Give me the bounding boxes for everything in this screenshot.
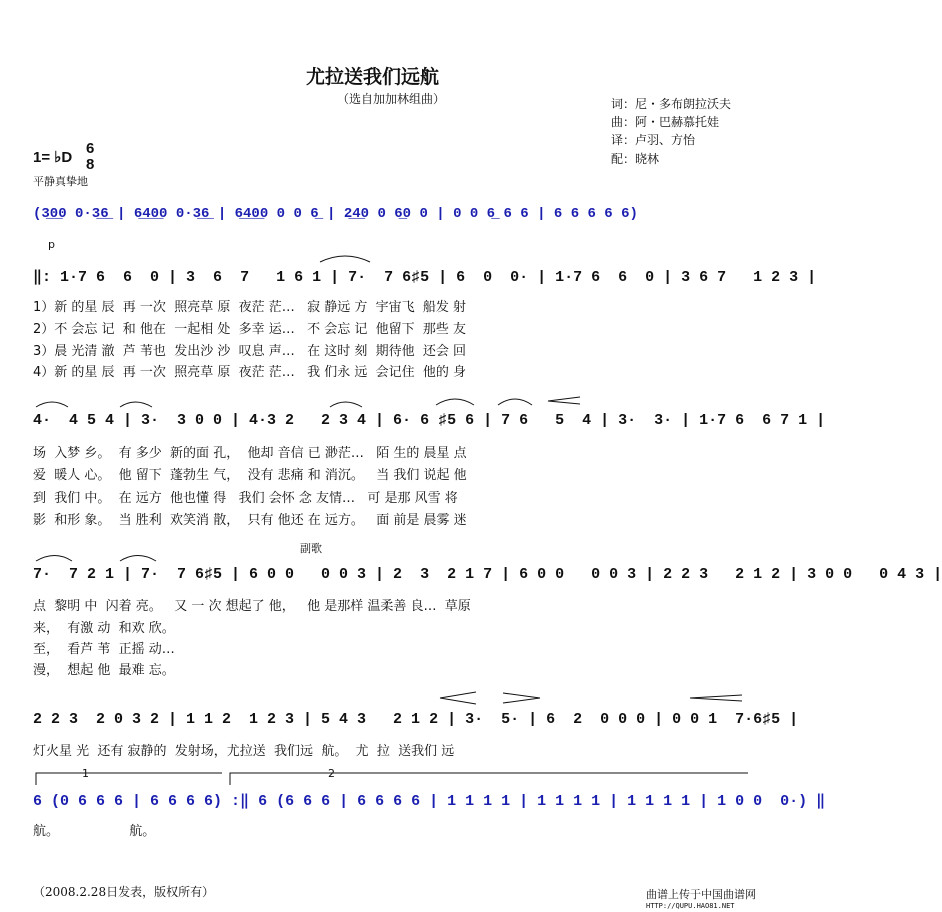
lyric-line-3-verse-1: 场 入梦 乡。 有 多少 新的面 孔， 他却 音信 已 渺茫… 陌 生的 晨星 点: [33, 446, 467, 461]
volta-1-label: 1: [82, 767, 89, 780]
lyric-line-4-verse-2: 来， 有激 动 和欢 欣。: [33, 621, 175, 636]
lyric-line-3-verse-4: 影 和形 象。 当 胜利 欢笑消 散， 只有 他还 在 远方。 面 前是 晨雾 迷: [33, 513, 467, 528]
time-signature-bottom: 8: [86, 156, 95, 173]
page-title: 尤拉送我们远航: [306, 66, 440, 88]
score-line-intro: (3̲0̲0 0·3̲6̲ | 6̲4̲0̲0 0·3̲6̲ | 6̲4̲0̲0 0 0 6̲ | 2̲4̲0 0 6̲0 0 | 0 0 6̲ 6 6 | 6 6 6 6 6): [33, 206, 638, 222]
score-line-3: 4· 4 5 4 | 3· 3 0 0 | 4·3 2 2 3 4 | 6· 6 ♯5 6 | 7 6 5 4 | 3· 3· | 1·7 6 6 7 1 |: [33, 412, 826, 429]
dynamic-marking: p: [48, 238, 55, 251]
watermark-url: HTTP://QUPU.HAO81.NET: [646, 902, 735, 910]
watermark-text: 曲谱上传于中国曲谱网: [646, 888, 756, 901]
lyric-line-3-verse-3: 到 我们 中。 在 远方 他也懂 得 我们 会怀 念 友情… 可 是那 风雪 将: [33, 491, 458, 506]
score-line-2: ‖: 1·7 6 6 0 | 3 6 7 1 6 1 | 7· 7 6♯5 | 6 0 0· | 1·7 6 6 0 | 3 6 7 1 2 3 |: [33, 269, 817, 286]
lyric-line-2-verse-3: 3）晨 光清 澈 芦 苇也 发出沙 沙 叹息 声… 在 这时 刻 期待他 还会 回: [33, 344, 467, 359]
volta-2-label: 2: [328, 767, 335, 780]
section-label-chorus: 副歌: [300, 542, 322, 555]
lyric-line-4-verse-3: 至， 看芦 苇 正摇 动…: [33, 642, 175, 657]
lyric-line-2-verse-4: 4）新 的星 辰 再 一次 照亮草 原 夜茫 茫… 我 们永 远 会记住 他的 身: [33, 365, 467, 380]
lyric-line-4-verse-1: 点 黎明 中 闪着 亮。 又 一 次 想起了 他， 他 是那样 温柔善 良… 草原: [33, 599, 471, 614]
time-signature-top: 6: [86, 140, 95, 157]
copyright-footer: （2008.2.28日发表，版权所有）: [33, 885, 215, 899]
page-subtitle: （选自加加林组曲）: [337, 92, 446, 106]
lyric-line-3-verse-2: 爱 暖人 心。 他 留下 蓬勃生 气， 没有 悲痛 和 消沉。 当 我们 说起 他: [33, 468, 467, 483]
key-signature: 1= ♭D: [33, 149, 73, 166]
credit-arranger: 配：晓林: [611, 152, 660, 166]
credit-translator: 译：卢羽、方怡: [611, 133, 696, 147]
credit-lyricist: 词：尼・多布朗拉沃夫: [611, 97, 732, 111]
score-line-5: 2 2 3 2 0 3 2 | 1 1 2 1 2 3 | 5 4 3 2 1 2 | 3· 5· | 6 2 0 0 0 | 0 0 1 7·6♯5 |: [33, 711, 799, 728]
tempo-marking: 平静真挚地: [33, 175, 88, 188]
lyric-line-5: 灯火星 光 还有 寂静的 发射场，尤拉送 我们远 航。 尤 拉 送我们 远: [33, 744, 455, 759]
score-line-6: 6 (0 6 6 6 | 6 6 6 6) :‖ 6 (6 6 6 | 6 6 6 6 | 1 1 1 1 | 1 1 1 1 | 1 1 1 1 | 1 0 0 0·) ‖: [33, 793, 826, 810]
lyric-line-2-verse-1: 1）新 的星 辰 再 一次 照亮草 原 夜茫 茫… 寂 静远 方 宇宙飞 船发 射: [33, 300, 467, 315]
credit-composer: 曲：阿・巴赫慕托娃: [611, 115, 720, 129]
lyric-line-4-verse-4: 漫， 想起 他 最难 忘。: [33, 663, 175, 678]
lyric-line-6: 航。 航。: [33, 824, 156, 839]
lyric-line-2-verse-2: 2）不 会忘 记 和 他在 一起相 处 多幸 运… 不 会忘 记 他留下 那些 友: [33, 322, 467, 337]
score-line-4: 7· 7 2 1 | 7· 7 6♯5 | 6 0 0 0 0 3 | 2 3 2 1 7 | 6 0 0 0 0 3 | 2 2 3 2 1 2 | 3 0 0 0 4 3 |: [33, 566, 942, 583]
